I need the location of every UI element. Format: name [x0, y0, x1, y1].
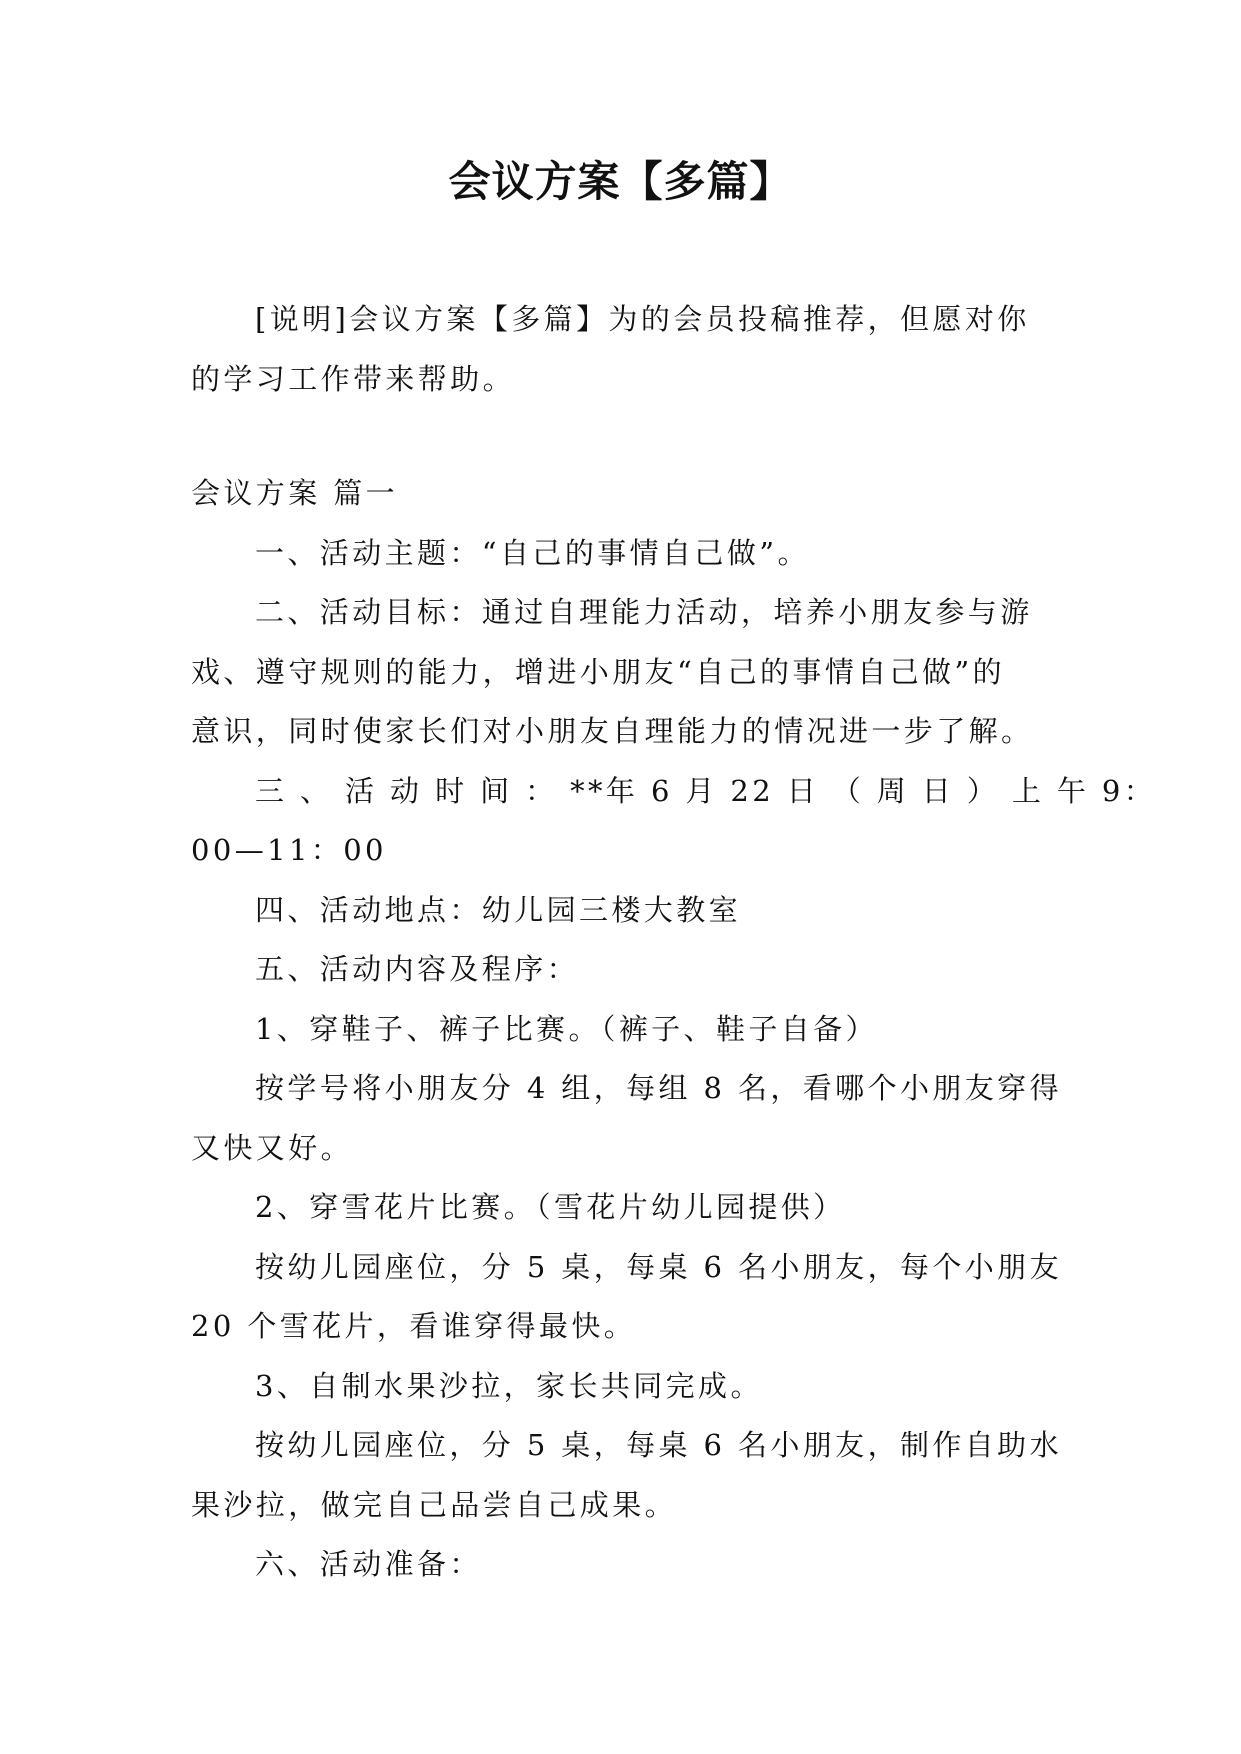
paragraph-line: 一、活动主题：“自己的事情自己做”。 [255, 535, 810, 570]
paragraph-line: 按学号将小朋友分 4 组，每组 8 名，看哪个小朋友穿得 [255, 1071, 1062, 1105]
paragraph-line: 四、活动地点：幼儿园三楼大教室 [255, 892, 742, 927]
paragraph-line: 六、活动准备： [255, 1547, 482, 1581]
paragraph-line: 按幼儿园座位，分 5 桌，每桌 6 名小朋友，每个小朋友 [255, 1249, 1062, 1284]
paragraph-line: 按幼儿园座位，分 5 桌，每桌 6 名小朋友，制作自助水 [255, 1428, 1062, 1462]
document-body [191, 290, 1157, 1595]
paragraph-line: 二、活动目标：通过自理能力活动，培养小朋友参与游 [255, 595, 1033, 629]
section-heading: 会议方案 篇一 [191, 476, 399, 510]
paragraph-line: 五、活动内容及程序： [255, 952, 580, 986]
intro-line-1: [说明]会议方案【多篇】为的会员投稿推荐，但愿对你 [255, 302, 1030, 336]
paragraph-line: 1、穿鞋子、裤子比赛。（裤子、鞋子自备） [255, 1011, 878, 1046]
paragraph-line: 3、自制水果沙拉，家长共同完成。 [255, 1368, 763, 1403]
paragraph-line: 果沙拉，做完自己品尝自己成果。 [191, 1487, 678, 1522]
paragraph-line: 意识，同时使家长们对小朋友自理能力的情况进一步了解。 [191, 714, 1034, 748]
paragraph-line: 三 、 活 动 时 间 ： **年 6 月 22 日 （ 周 日 ） 上 午 9： [255, 773, 1157, 808]
intro-line-2: 的学习工作带来帮助。 [191, 361, 516, 396]
paragraph-line: 2、穿雪花片比赛。（雪花片幼儿园提供） [255, 1190, 846, 1224]
document-title: 会议方案【多篇】 [448, 157, 793, 206]
paragraph-line: 又快又好。 [191, 1130, 354, 1165]
paragraph-line: 戏、遵守规则的能力，增进小朋友“自己的事情自己做”的 [191, 654, 1006, 689]
paragraph-line: 20 个雪花片，看谁穿得最快。 [191, 1309, 637, 1343]
paragraph-line: 00—11：00 [191, 833, 387, 867]
